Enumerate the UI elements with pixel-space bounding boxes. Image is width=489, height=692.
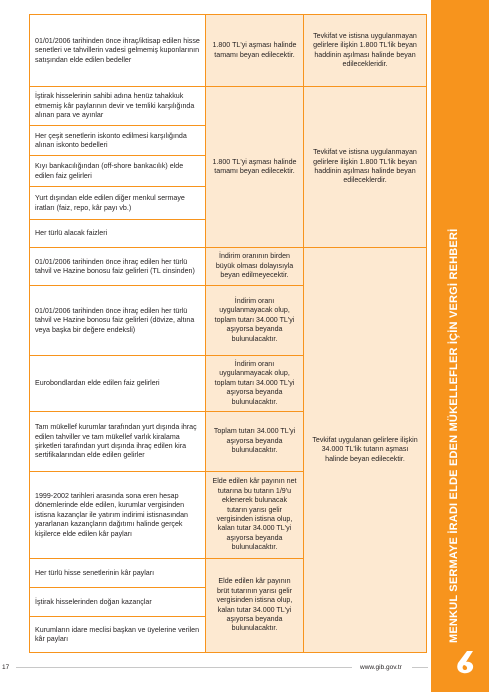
income-type-cell-text: Her türlü alacak faizleri: [35, 229, 108, 238]
income-type-cell: [29, 86, 206, 126]
income-type-cell-text: İştirak hisselerinin sahibi adına henüz tahakkuk etmemiş kâr paylarının devir ve temliki karşılığında alınan para ve ayınlar: [35, 92, 195, 120]
income-type-cell: [29, 125, 206, 156]
declaration-rule-cell: [205, 14, 304, 87]
threshold-note-cell: [303, 14, 427, 87]
declaration-rule-cell: [205, 247, 304, 286]
footer-rule-right: [412, 667, 428, 668]
declaration-rule-cell: [205, 558, 304, 653]
sidebar-title: MENKUL SERMAYE İRADI ELDE EDEN MÜKELLEFLER İÇİN VERGİ REHBERİ: [448, 228, 460, 643]
threshold-note-cell-text: Tevkifat uygulanan gelirlere ilişkin 34.000 TL'lik tutarın aşması halinde beyan edilecektir.: [312, 435, 418, 463]
income-type-cell-text: 01/01/2006 tarihinden önce ihraç/iktisap edilen hisse senetleri ve tahvillerin vadesi gelmemiş kuponlarının satışından elde edilen bedeller: [35, 36, 200, 64]
income-type-cell-text: Yurt dışından elde edilen diğer menkul sermaye iratları (faiz, repo, kâr payı vb.): [35, 194, 185, 212]
income-type-cell: [29, 411, 206, 472]
declaration-rule-cell-text: İndirim oranı uygulanmayacak olup, toplam tutarı 34.000 TL'yi aşıyorsa beyanda bulunulacaktır.: [214, 296, 295, 343]
income-type-cell-text: 01/01/2006 tarihinden önce ihraç edilen her türlü tahvil ve Hazine bonosu faiz gelirleri (TL cinsinden): [35, 257, 195, 275]
declaration-rule-cell-text: İndirim oranının birden büyük olması dolayısıyla beyan edilmeyecektir.: [215, 252, 294, 280]
income-type-cell: [29, 14, 206, 87]
income-type-cell-text: İştirak hisselerinden doğan kazançlar: [35, 597, 152, 606]
page-number: 17: [2, 664, 10, 671]
income-type-cell-text: Her türlü hisse senetlerinin kâr payları: [35, 568, 155, 577]
sidebar-band: [431, 0, 489, 692]
declaration-rule-cell: [205, 355, 304, 412]
gib-logo-icon: [454, 650, 476, 674]
income-type-cell-text: Kıyı bankacılığından (off-shore bankacılık) elde edilen faiz gelirleri: [35, 162, 184, 180]
footer-url[interactable]: www.gib.gov.tr: [360, 664, 402, 671]
income-type-cell-text: Tam mükellef kurumlar tarafından yurt dışında ihraç edilen tahviller ve tam mükellef varlık kiralama şirketleri tarafından yurt dışında ihraç edilen kira sertifikalarından elde edilen gelirler: [35, 423, 197, 460]
threshold-note-cell: [303, 86, 427, 248]
income-type-cell: [29, 616, 206, 653]
declaration-rule-cell: [205, 285, 304, 356]
declaration-rule-cell-text: 1.800 TL'yi aşması halinde tamamı beyan edilecektir.: [212, 41, 297, 59]
income-type-cell: [29, 471, 206, 559]
declaration-rule-cell-text: Toplam tutarı 34.000 TL'yi aşıyorsa beyanda bulunulacaktır.: [213, 427, 296, 455]
income-type-cell-text: Eurobondlardan elde edilen faiz gelirleri: [35, 379, 160, 388]
declaration-rule-cell: [205, 86, 304, 248]
income-type-cell: [29, 155, 206, 187]
threshold-note-cell-text: Tevkifat ve istisna uygulanmayan gelirlere ilişkin 1.800 TL'lik beyan haddinin aşılması halinde beyan edilecekleridir.: [313, 31, 417, 68]
income-type-cell-text: 01/01/2006 tarihinden önce ihraç edilen her türlü tahvil ve Hazine bonosu faiz gelirleri (dövize, altına veya başka bir değere endeksli): [35, 306, 195, 334]
declaration-rule-cell-text: Elde edilen kâr payının net tutarına bu tutarın 1/9'u eklenerek bulunacak tutarın yarısı gelir vergisinden istisna olup, kalan tutar 34.000 TL'yi aşıyorsa beyanda bulunulacaktır.: [212, 477, 297, 552]
threshold-note-cell: [303, 247, 427, 653]
income-type-cell: [29, 285, 206, 356]
declaration-rule-cell-text: 1.800 TL'yi aşması halinde tamamı beyan edilecektir.: [212, 157, 297, 175]
income-type-cell: [29, 355, 206, 412]
income-type-cell: [29, 247, 206, 286]
income-type-cell-text: Kurumların idare meclisi başkan ve üyelerine verilen kâr payları: [35, 625, 200, 643]
footer-rule: [16, 667, 352, 668]
declaration-rule-cell-text: İndirim oranı uygulanmayacak olup, toplam tutarı 34.000 TL'yi aşıyorsa beyanda bulunulacaktır.: [214, 359, 295, 406]
declaration-rule-cell: [205, 471, 304, 559]
income-type-cell: [29, 558, 206, 588]
income-type-cell: [29, 587, 206, 617]
income-type-cell-text: Her çeşit senetlerin iskonto edilmesi karşılığında alınan iskonto bedelleri: [35, 131, 187, 149]
threshold-note-cell-text: Tevkifat ve istisna uygulanmayan gelirlere ilişkin 1.800 TL'lik beyan haddinin aşılması halinde beyan edileceklerdir.: [313, 148, 417, 185]
declaration-rule-cell-text: Elde edilen kâr payının brüt tutarının yarısı gelir vergisinden istisna olup, kalan tutar 34.000 TL'yi aşıyorsa beyanda bulunulacaktır.: [216, 577, 293, 633]
income-type-cell: [29, 186, 206, 220]
income-type-cell-text: 1999-2002 tarihleri arasında sona eren hesap dönemlerinde elde edilen, kurumlar vergisinden istisna kazançlar ile yatırım indirimi istisnasından yararlanan kazançların dağıtımı halinde gerçek kişilerce elde edilen kâr payları: [35, 491, 188, 538]
declaration-rule-cell: [205, 411, 304, 472]
income-type-cell: [29, 219, 206, 248]
